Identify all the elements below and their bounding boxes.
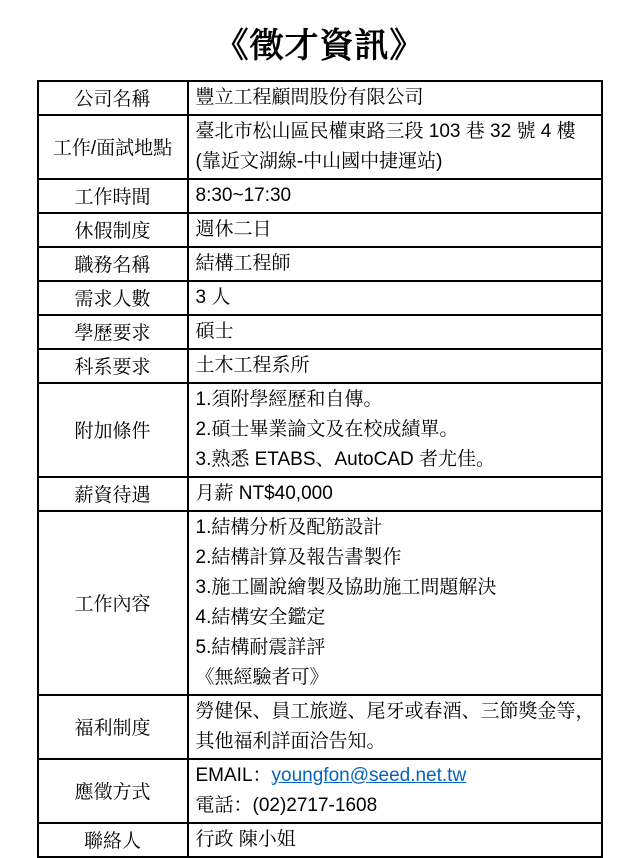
row-value [188, 823, 602, 857]
row-label: 應徵方式 [38, 759, 188, 823]
value-line [196, 761, 593, 791]
value-line: (靠近文湖線-中山國中捷運站) [195, 150, 443, 172]
row-label: 工作時間 [38, 179, 188, 213]
value-line: 2.結構計算及報告書製作 [195, 546, 402, 568]
row-label: 休假制度 [38, 213, 188, 247]
row-value [188, 315, 602, 349]
row-value [188, 349, 602, 383]
email-label: EMAIL： [195, 764, 272, 786]
value-line: 4.結構安全鑑定 [195, 606, 326, 628]
table-row [38, 281, 602, 315]
row-label: 職務名稱 [38, 247, 188, 281]
value-line: 土木工程系所 [195, 354, 310, 376]
value-line: 豐立工程顧問股份有限公司 [195, 86, 424, 108]
row-value [188, 477, 602, 511]
row-value [188, 281, 602, 315]
table-row [38, 383, 602, 477]
email-link[interactable]: youngfon@seed.net.tw [271, 764, 467, 786]
table-row [38, 247, 602, 281]
row-label: 科系要求 [38, 349, 188, 383]
row-value [188, 115, 602, 179]
table-row [38, 477, 602, 511]
value-line: 勞健保、員工旅遊、尾牙或春酒、三節獎金等， [195, 700, 595, 722]
value-line: 其他福利詳面洽告知。 [195, 730, 386, 752]
table-row [38, 695, 602, 759]
recruitment-info-table [37, 80, 603, 858]
row-label: 工作/面試地點 [38, 115, 188, 179]
table-row [38, 315, 602, 349]
row-value [188, 383, 602, 477]
row-label: 需求人數 [38, 281, 188, 315]
value-line: 月薪 NT$40,000 [195, 482, 333, 504]
page-title: 《徵才資訊》 [214, 27, 425, 65]
table-row [38, 115, 602, 179]
row-value [188, 759, 602, 823]
table-row [38, 759, 602, 823]
value-line: 臺北市松山區民權東路三段 103 巷 32 號 4 樓 [195, 120, 576, 142]
row-label: 聯絡人 [38, 823, 188, 857]
value-line: 結構工程師 [195, 252, 291, 274]
table-row [38, 179, 602, 213]
row-label: 學歷要求 [38, 315, 188, 349]
value-line: 2.碩士畢業論文及在校成績單。 [195, 418, 459, 440]
value-line: 3.熟悉 ETABS、AutoCAD 者尤佳。 [195, 448, 495, 470]
table-row [38, 823, 602, 857]
value-line: 《無經驗者可》 [195, 666, 329, 688]
table-row [38, 213, 602, 247]
row-label: 薪資待遇 [38, 477, 188, 511]
value-line: 8:30~17:30 [195, 184, 292, 206]
row-value [188, 695, 602, 759]
row-label: 福利制度 [38, 695, 188, 759]
table-row [38, 349, 602, 383]
row-label: 工作內容 [38, 511, 188, 695]
row-value [188, 81, 602, 115]
table-row [38, 81, 602, 115]
value-line: 週休二日 [195, 218, 272, 240]
value-line: 3.施工圖說繪製及協助施工問題解決 [195, 576, 497, 598]
value-line: 電話：(02)2717-1608 [195, 794, 378, 816]
row-value [188, 179, 602, 213]
value-line: 1.須附學經歷和自傳。 [195, 388, 383, 410]
value-line: 碩士 [195, 320, 234, 342]
value-line: 1.結構分析及配筋設計 [195, 516, 383, 538]
value-line: 3 人 [195, 286, 231, 308]
row-label: 附加條件 [38, 383, 188, 477]
value-line: 5.結構耐震詳評 [195, 636, 326, 658]
row-value [188, 247, 602, 281]
value-line: 行政 陳小姐 [195, 828, 296, 850]
row-label: 公司名稱 [38, 81, 188, 115]
row-value [188, 213, 602, 247]
table-row [38, 511, 602, 695]
row-value [188, 511, 602, 695]
